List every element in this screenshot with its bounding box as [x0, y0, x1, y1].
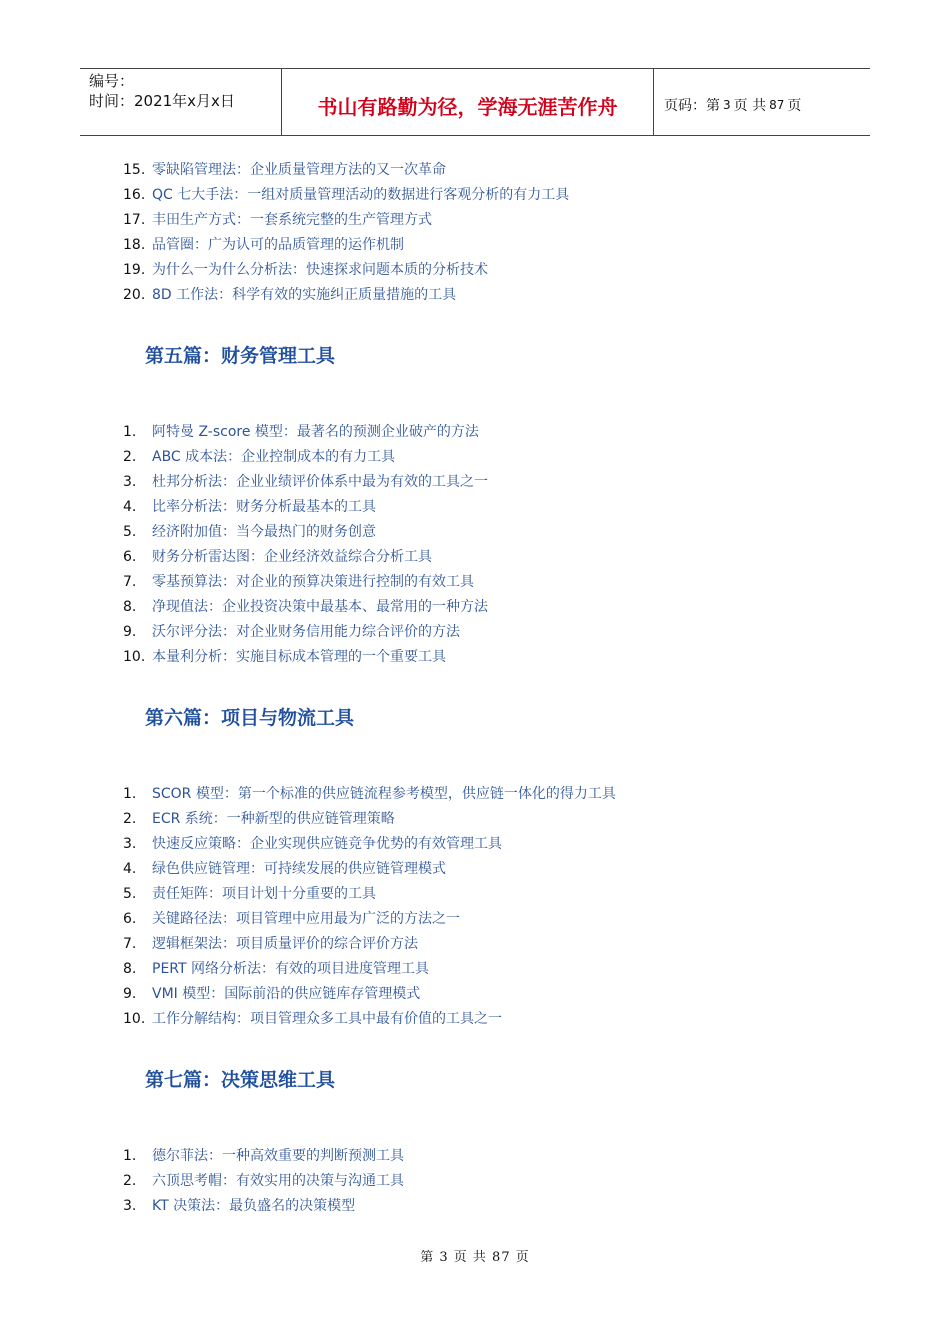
header-page-info	[654, 69, 870, 135]
list-item	[123, 807, 616, 832]
page-current: 3	[723, 98, 731, 112]
list-item-text: 杜邦分析法：企业业绩评价体系中最为有效的工具之一	[152, 474, 488, 490]
list-item-number: 6.	[123, 911, 137, 927]
list-item	[123, 882, 616, 907]
list-item-text: 净现值法：企业投资决策中最基本、最常用的一种方法	[152, 599, 488, 615]
list-item-text: 阿特曼 Z-score 模型：最著名的预测企业破产的方法	[152, 424, 479, 440]
page-mid: 页 共	[733, 98, 767, 114]
list-item-number: 5.	[123, 524, 137, 540]
list-item-text: 经济附加值：当今最热门的财务创意	[152, 524, 376, 540]
list-item-text: 零缺陷管理法：企业质量管理方法的又一次革命	[152, 162, 446, 178]
list-item	[123, 782, 616, 807]
list-item-text: 快速反应策略：企业实现供应链竞争优势的有效管理工具	[152, 836, 502, 852]
list-item-number: 17.	[123, 212, 146, 228]
list-item-number: 5.	[123, 886, 137, 902]
list-item	[123, 495, 488, 520]
list-item	[123, 258, 569, 283]
list-item-text: 丰田生产方式：一套系统完整的生产管理方式	[152, 212, 432, 228]
page-footer: 第 3 页 共 87 页	[420, 1250, 530, 1265]
list-item-text: 沃尔评分法：对企业财务信用能力综合评价的方法	[152, 624, 460, 640]
list-item	[123, 957, 616, 982]
list-item-number: 16.	[123, 187, 146, 203]
list-item-text: 本量利分析：实施目标成本管理的一个重要工具	[152, 649, 446, 665]
list-item-text: ECR 系统：一种新型的供应链管理策略	[152, 811, 395, 827]
page-suffix: 页	[787, 98, 802, 114]
list-item-text: PERT 网络分析法：有效的项目进度管理工具	[152, 961, 429, 977]
section-title-project-logistics: 第六篇：项目与物流工具	[145, 707, 355, 729]
list-item	[123, 570, 488, 595]
list-item	[123, 982, 616, 1007]
list-item-number: 9.	[123, 986, 137, 1002]
list-item	[123, 283, 569, 308]
list-item	[123, 208, 569, 233]
list-item-number: 2.	[123, 811, 137, 827]
list-item-number: 19.	[123, 262, 146, 278]
list-item-number: 9.	[123, 624, 137, 640]
list-item-number: 1.	[123, 786, 137, 802]
list-item	[123, 595, 488, 620]
project-logistics-tools-list	[123, 782, 616, 1032]
page-total: 87	[769, 98, 785, 112]
list-item-number: 2.	[123, 449, 137, 465]
list-item-number: 7.	[123, 574, 137, 590]
date-label: 时间：2021年x月x日	[89, 92, 235, 110]
list-item-text: VMI 模型：国际前沿的供应链库存管理模式	[152, 986, 421, 1002]
page-prefix: 页码：第	[664, 98, 720, 114]
list-item	[123, 857, 616, 882]
list-item	[123, 520, 488, 545]
list-item-number: 4.	[123, 861, 137, 877]
list-item	[123, 645, 488, 670]
list-item	[123, 470, 488, 495]
list-item-text: 财务分析雷达图：企业经济效益综合分析工具	[152, 549, 432, 565]
list-item	[123, 1007, 616, 1032]
section-title-finance: 第五篇：财务管理工具	[145, 345, 336, 367]
list-item-text: KT 决策法：最负盛名的决策模型	[152, 1198, 356, 1214]
list-item-number: 10.	[123, 1011, 146, 1027]
quality-tools-list-continued	[123, 158, 569, 308]
list-item-number: 18.	[123, 237, 146, 253]
list-item-text: 逻辑框架法：项目质量评价的综合评价方法	[152, 936, 418, 952]
list-item-text: 绿色供应链管理：可持续发展的供应链管理模式	[152, 861, 446, 877]
list-item-text: 责任矩阵：项目计划十分重要的工具	[152, 886, 376, 902]
list-item-text: 比率分析法：财务分析最基本的工具	[152, 499, 376, 515]
list-item	[123, 158, 569, 183]
list-item	[123, 233, 569, 258]
list-item-number: 1.	[123, 424, 137, 440]
list-item-text: 六顶思考帽：有效实用的决策与沟通工具	[152, 1173, 404, 1189]
list-item-number: 8.	[123, 961, 137, 977]
list-item-number: 1.	[123, 1148, 137, 1164]
list-item-text: 品管圈：广为认可的品质管理的运作机制	[152, 237, 404, 253]
header-motto: 书山有路勤为径，学海无涯苦作舟	[281, 69, 654, 135]
list-item-number: 15.	[123, 162, 146, 178]
list-item-number: 4.	[123, 499, 137, 515]
finance-tools-list	[123, 420, 488, 670]
list-item-text: 零基预算法：对企业的预算决策进行控制的有效工具	[152, 574, 474, 590]
list-item-number: 3.	[123, 474, 137, 490]
decision-tools-list	[123, 1144, 404, 1219]
list-item	[123, 183, 569, 208]
page-header	[80, 68, 870, 136]
list-item-number: 2.	[123, 1173, 137, 1189]
list-item-number: 8.	[123, 599, 137, 615]
list-item-text: 德尔菲法：一种高效重要的判断预测工具	[152, 1148, 404, 1164]
list-item-number: 3.	[123, 1198, 137, 1214]
list-item	[123, 420, 488, 445]
list-item-text: 关键路径法：项目管理中应用最为广泛的方法之一	[152, 911, 460, 927]
list-item	[123, 907, 616, 932]
list-item-number: 20.	[123, 287, 146, 303]
list-item	[123, 1194, 404, 1219]
list-item	[123, 545, 488, 570]
number-label: 编号：	[89, 72, 135, 90]
list-item	[123, 1144, 404, 1169]
section-title-decision: 第七篇：决策思维工具	[145, 1069, 336, 1091]
list-item	[123, 932, 616, 957]
list-item-text: 工作分解结构：项目管理众多工具中最有价值的工具之一	[152, 1011, 502, 1027]
list-item-text: 8D 工作法：科学有效的实施纠正质量措施的工具	[152, 287, 457, 303]
list-item-number: 3.	[123, 836, 137, 852]
list-item-text: 为什么一为什么分析法：快速探求问题本质的分析技术	[152, 262, 488, 278]
list-item-number: 7.	[123, 936, 137, 952]
list-item	[123, 832, 616, 857]
list-item-text: QC 七大手法：一组对质量管理活动的数据进行客观分析的有力工具	[152, 187, 570, 203]
header-info	[80, 69, 281, 135]
list-item	[123, 620, 488, 645]
list-item-number: 10.	[123, 649, 146, 665]
list-item	[123, 445, 488, 470]
list-item-text: ABC 成本法：企业控制成本的有力工具	[152, 449, 396, 465]
list-item-number: 6.	[123, 549, 137, 565]
list-item	[123, 1169, 404, 1194]
list-item-text: SCOR 模型：第一个标准的供应链流程参考模型，供应链一体化的得力工具	[152, 786, 616, 802]
